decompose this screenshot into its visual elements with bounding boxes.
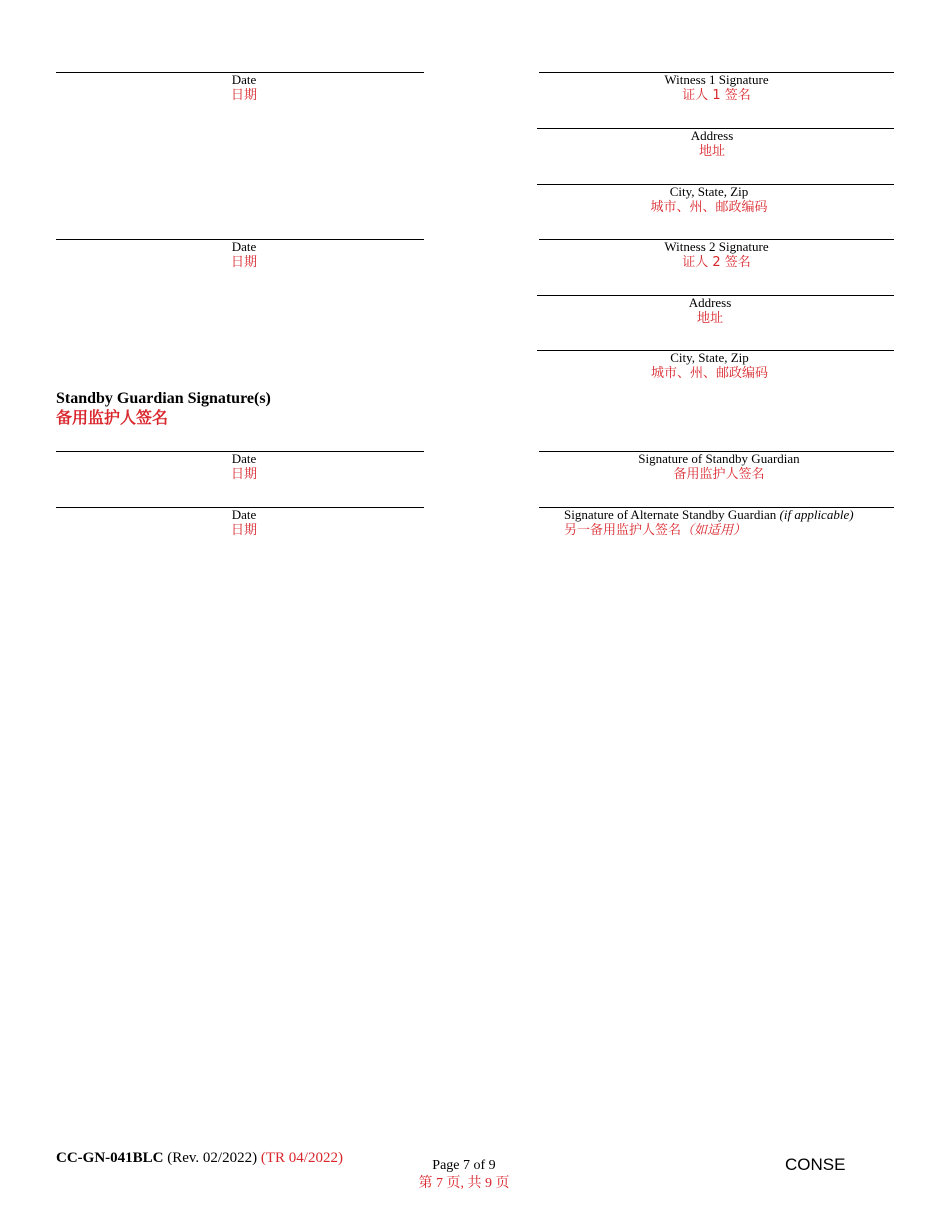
date-label: Date [231,239,257,254]
alternate-standby-guardian-label [564,507,894,523]
witness1-city-caption [537,184,881,216]
alternate-standby-guardian-label-zh-text: 另一备用监护人签名 [564,523,682,538]
form-revision: (Rev. 02/2022) [167,1150,258,1166]
date-caption-2 [56,239,432,271]
date-label: Date [231,507,257,522]
alternate-standby-guardian-caption [564,507,894,539]
witness1-city-label: City, State, Zip [669,184,749,199]
date-label: Date [231,451,257,466]
form-code: CC-GN-041BLC [56,1150,164,1166]
witness2-city-label-zh: 城市、州、邮政编码 [650,366,768,381]
date-label-zh: 日期 [230,88,257,103]
witness2-address-label-zh: 地址 [696,311,723,326]
date-caption-4 [56,507,432,539]
witness2-signature-caption [539,239,894,271]
if-applicable-note-zh: （如适用） [681,523,747,538]
if-applicable-note: (if applicable) [779,507,854,522]
alternate-standby-guardian-label-text: Signature of Alternate Standby Guardian [564,507,777,522]
page-number-en: Page 7 of 9 [432,1158,496,1173]
standby-guardian-signature-label-zh: 备用监护人签名 [673,467,765,482]
witness1-address-label-zh: 地址 [698,144,725,159]
witness1-address-label: Address [690,128,734,143]
witness2-city-label: City, State, Zip [670,350,749,365]
standby-guardian-heading [56,390,271,428]
standby-guardian-signature-label: Signature of Standby Guardian [638,451,800,466]
standby-guardian-signature-caption [539,451,899,483]
date-label-zh: 日期 [230,255,257,270]
page-number-zh: 第 7 页, 共 9 页 [418,1176,510,1191]
witness2-signature-label-zh: 证人 2 签名 [682,255,751,270]
translation-revision: (TR 04/2022) [260,1150,343,1166]
witness2-address-label: Address [688,295,732,310]
page-number [390,1157,538,1193]
witness2-address-caption [537,295,883,327]
witness1-address-caption [537,128,887,160]
footer-stamp: CONSE [785,1155,846,1174]
form-identifier [56,1150,343,1167]
witness1-city-label-zh: 城市、州、邮政编码 [650,200,768,215]
standby-guardian-heading-zh: 备用监护人签名 [56,408,169,427]
date-caption-1 [56,72,432,104]
date-caption-3 [56,451,432,483]
witness2-signature-label: Witness 2 Signature [664,239,769,254]
date-label-zh: 日期 [230,523,257,538]
date-label-zh: 日期 [230,467,257,482]
date-label: Date [231,72,257,87]
witness1-signature-label-zh: 证人 1 签名 [682,88,751,103]
standby-guardian-heading-en: Standby Guardian Signature(s) [56,390,271,407]
alternate-standby-guardian-label-zh [564,523,894,539]
witness2-city-caption [537,350,882,382]
witness1-signature-caption [539,72,894,104]
witness1-signature-label: Witness 1 Signature [664,72,769,87]
